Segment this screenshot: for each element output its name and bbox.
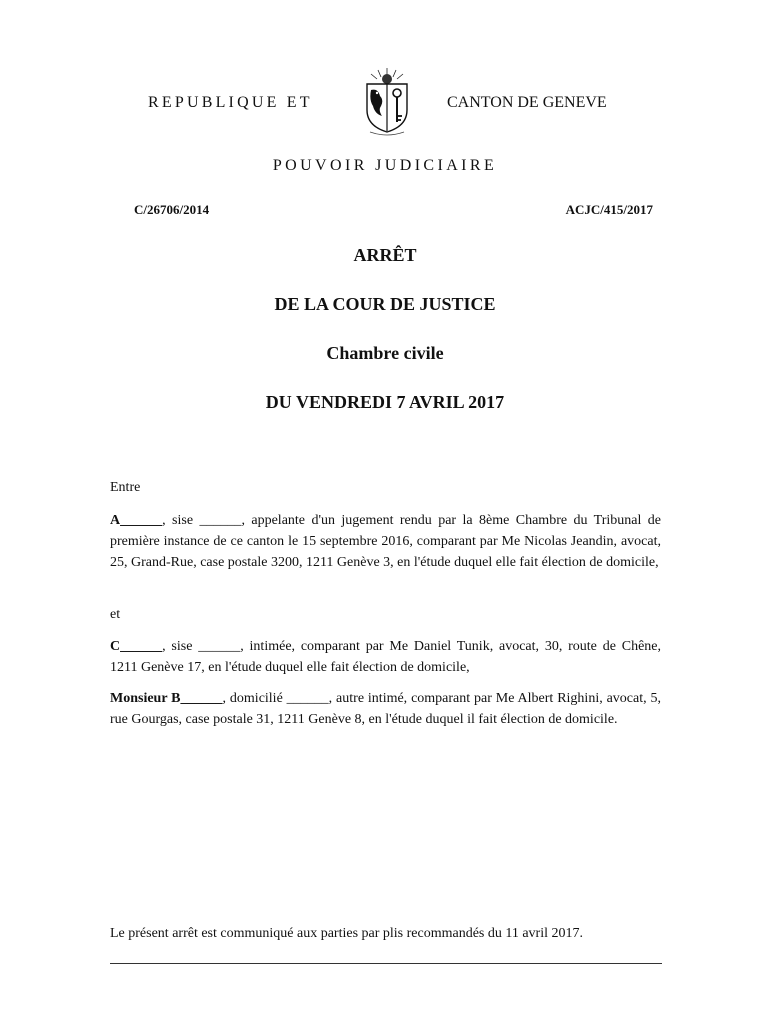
party-b-text: , domicilié ______, autre intimé, comparant par Me Albert Righini, avocat, 5, rue Gourgas, case postale 31, 1211 Genève 8, en l'étude duquel il fait élection de domicile. [110,691,662,727]
et-label: et [110,607,121,622]
party-a-text: , sise ______, appelante d'un jugement rendu par la 8ème Chambre du Tribunal de première instance de ce canton le 15 septembre 2016, comparant par Me Nicolas Jeandin, avocat, 25, Grand-Rue, case postale 3200, 1211 Genève 3, en l'étude duquel elle fait élection de domicile, [110,513,661,570]
chamber-name: Chambre civile [326,343,444,363]
party-c-name: C______ [110,639,163,654]
party-b-name: Monsieur B______ [110,691,223,706]
court-name: DE LA COUR DE JUSTICE [274,294,496,314]
communication-notice: Le présent arrêt est communiqué aux parties par plis recommandés du 11 avril 2017. [110,926,583,941]
party-a-name: A______ [110,513,163,528]
footer-divider [110,963,662,964]
document-title: ARRÊT [353,245,417,265]
header-canton: CANTON DE GENEVE [447,94,607,111]
entre-label: Entre [110,480,141,495]
party-c-text: , sise ______, intimée, comparant par Me Daniel Tunik, avocat, 30, route de Chêne, 1211 Genève 17, en l'étude duquel elle fait élection de domicile, [110,639,661,675]
header-republique: REPUBLIQUE ET [148,94,313,111]
decision-reference: ACJC/415/2017 [565,202,653,217]
party-c-paragraph [110,636,661,678]
geneva-coat-of-arms-icon [358,66,416,138]
header-pouvoir-judiciaire: POUVOIR JUDICIAIRE [272,157,498,174]
party-b-paragraph [110,688,661,730]
case-reference: C/26706/2014 [134,202,210,217]
party-a-paragraph [110,510,661,573]
decision-date: DU VENDREDI 7 AVRIL 2017 [265,392,505,412]
